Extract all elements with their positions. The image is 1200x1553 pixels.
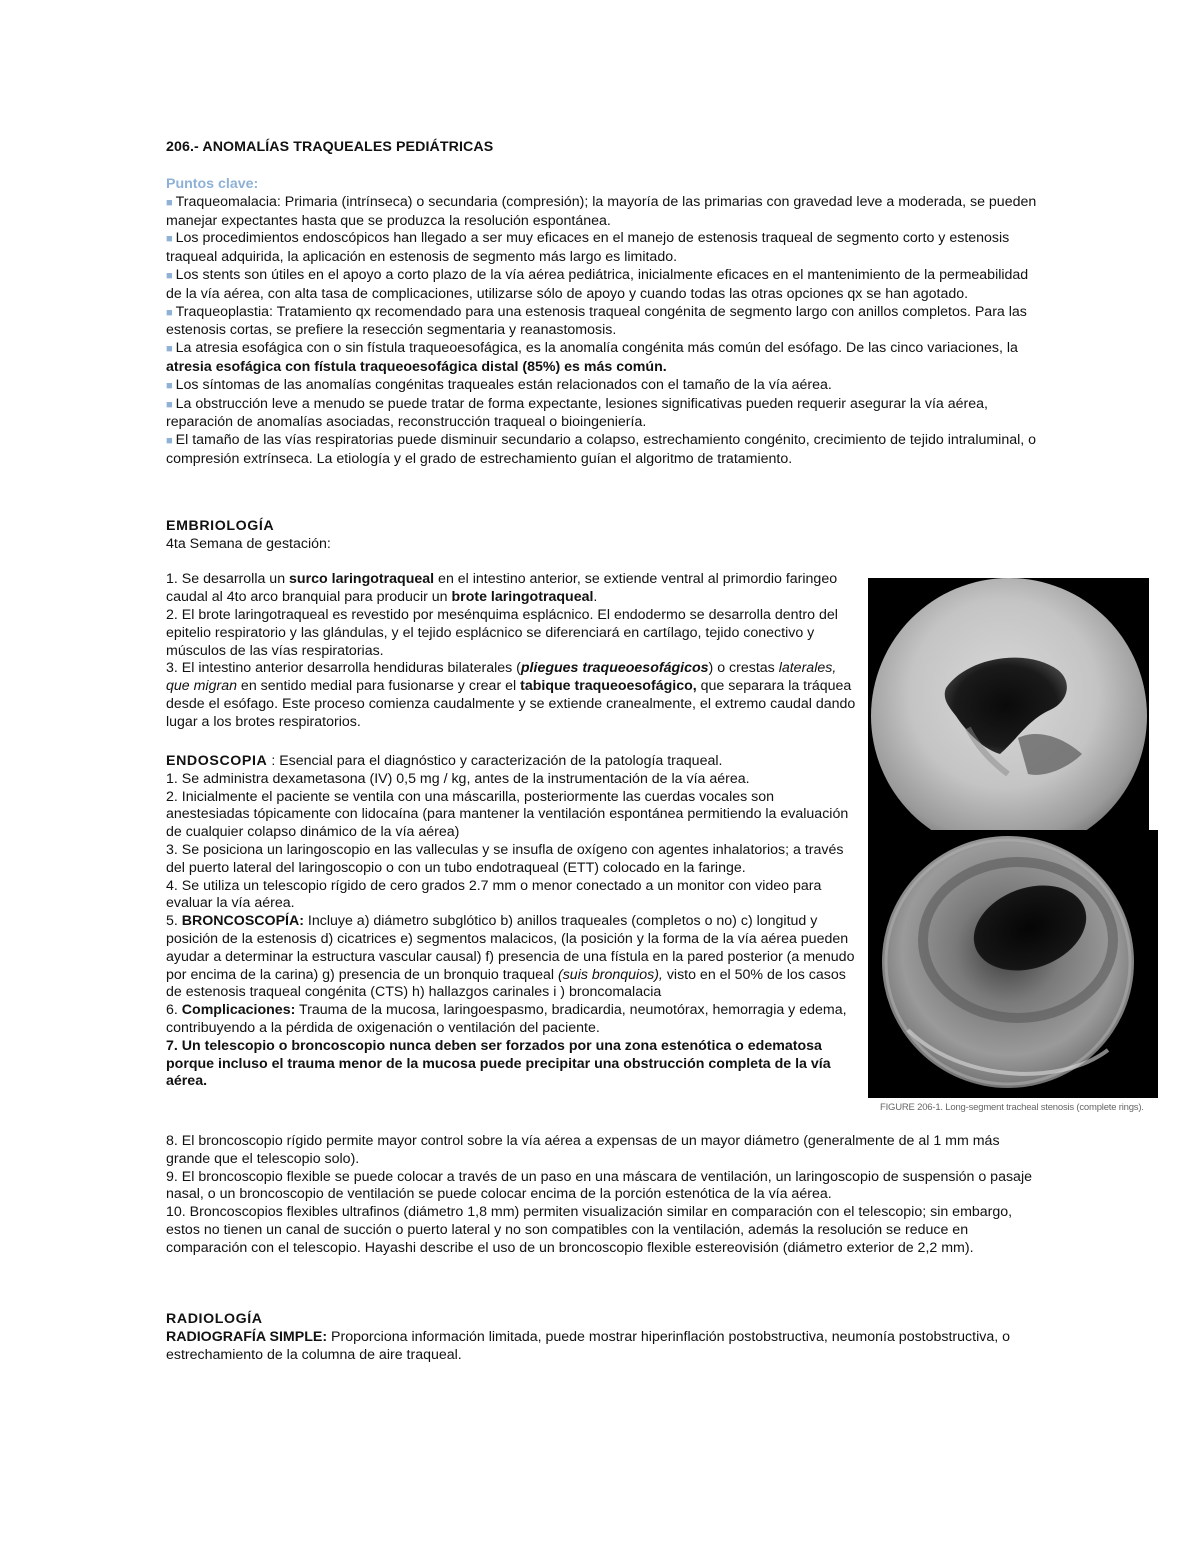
endoscopy-segment: 8. El broncoscopio rígido permite mayor control sobre la vía aérea a expensas de un mayor diámetro (generalmente de al 1 mm más grande que el telescopio solo). — [166, 1133, 1000, 1167]
square-bullet-icon: ■ — [166, 379, 173, 392]
key-point-segment: Los stents son útiles en el apoyo a corto plazo de la vía aérea pediátrica, inicialmente eficaces en el mantenimiento de la permeabilidad de la vía aérea, con alta tasa de complicaciones, utilizarse sólo de apoyo y cuando todas las otras opciones qx se han agotado. — [166, 266, 1029, 302]
key-point-segment: atresia esofágica con fístula traqueoesofágica distal (85%) es más común. — [166, 358, 667, 375]
key-point-item — [166, 396, 1046, 433]
embryology-list — [166, 571, 856, 731]
endoscopic-image-lower — [868, 830, 1158, 1098]
key-point-segment: Traqueoplastia: Tratamiento qx recomendado para una estenosis traqueal congénita de segmento largo con anillos completos. Para las estenosis cortas, se prefiere la resección segmentaria y reanastomosis. — [166, 303, 1027, 339]
square-bullet-icon: ■ — [166, 343, 173, 356]
square-bullet-icon: ■ — [166, 233, 173, 246]
endoscopy-item — [166, 771, 856, 789]
endoscopy-segment: 6. — [166, 1002, 182, 1019]
radiology-segment: Proporciona información limitada, puede mostrar hiperinflación postobstructiva, neumonía postobstructiva, o estrechamiento de la columna de aire traqueal. — [166, 1328, 1010, 1363]
embryology-segment: 1. Se desarrolla un — [166, 571, 290, 588]
embryology-item — [166, 607, 856, 660]
embryology-section — [166, 518, 856, 732]
embryology-heading: EMBRIOLOGÍA — [166, 518, 275, 534]
embryology-subtitle: 4ta Semana de gestación: — [166, 535, 331, 552]
key-point-segment: Los síntomas de las anomalías congénitas traqueales están relacionados con el tamaño de la vía aérea. — [175, 376, 832, 393]
endoscopy-segment: visto en el 50% de los casos de estenosis traqueal congénita (CTS) h) hallazgos carinales i ) broncomalacia — [166, 966, 846, 1001]
endoscopy-segment: 1. Se administra dexametasona (IV) 0,5 mg / kg, antes de la instrumentación de la vía aérea. — [166, 770, 750, 787]
endoscopy-segment: (suis bronquios), — [557, 966, 663, 983]
embryology-segment: surco laringotraqueal — [289, 571, 435, 588]
radiology-item — [166, 1329, 1046, 1365]
embryology-segment: 2. El brote laringotraqueal es revestido por mesénquima esplácnico. El endodermo se desarrolla dentro del epitelio respiratorio y las glándulas, y el tejido esplácnico se diferenciará en cartílago, tejido conectivo y músculos de las vías respiratorias. — [166, 606, 838, 659]
endoscopy-item — [166, 789, 856, 842]
endoscopy-segment: Trauma de la mucosa, laringoespasmo, bradicardia, neumotórax, hemorragia y edema, contribuyendo a la pérdida de oxigenación o ventilación del paciente. — [166, 1002, 847, 1036]
key-point-segment: El tamaño de las vías respiratorias puede disminuir secundario a colapso, estrechamiento congénito, crecimiento de tejido intraluminal, o compresión extrínseca. La etiología y el grado de estrechamiento guían el algoritmo de tratamiento. — [166, 432, 1037, 467]
endoscopy-continued — [166, 1133, 1046, 1258]
radiology-list — [166, 1329, 1046, 1365]
key-point-item — [166, 340, 1046, 377]
endoscopy-segment: 9. El broncoscopio flexible se puede colocar a través de un paso en una máscara de ventilación, un laringoscopio de suspensión o pasaje nasal, o un broncoscopio de ventilación se puede colocar encima de la porción estenótica de la vía aérea. — [166, 1168, 1032, 1203]
embryology-segment: pliegues traqueoesofágicos — [520, 660, 709, 677]
key-point-item — [166, 194, 1046, 231]
radiology-segment: RADIOGRAFÍA SIMPLE: — [166, 1328, 328, 1345]
endoscopy-segment: 4. Se utiliza un telescopio rígido de cero grados 2.7 mm o menor conectado a un monitor con video para evaluar la vía aérea. — [166, 877, 822, 912]
embryology-segment: . — [593, 589, 598, 606]
endoscopy-item — [166, 1038, 856, 1091]
endoscopy-item — [166, 1133, 1046, 1169]
endoscopy-heading: ENDOSCOPIA — [166, 753, 268, 769]
endoscopy-segment: Complicaciones: — [181, 1002, 296, 1019]
square-bullet-icon: ■ — [166, 269, 173, 282]
endoscopy-segment: 10. Broncoscopios flexibles ultrafinos (diámetro 1,8 mm) permiten visualización similar en comparación con el telescopio; sin embargo, estos no tienen un canal de succión o puerto lateral y no son compatibles con la ventilación, además la resolución se reduce en comparación con el telescopio. Hayashi describe el uso de un broncoscopio flexible estereovisión (diámetro exterior de 2,2 mm). — [166, 1204, 1013, 1256]
key-point-item — [166, 267, 1046, 304]
embryology-segment: laterales, que migran — [166, 660, 837, 695]
embryology-segment: brote laringotraqueal — [451, 589, 594, 606]
key-point-segment: La atresia esofágica con o sin fístula traqueoesofágica, es la anomalía congénita más común del esófago. De las cinco variaciones, la — [175, 340, 1018, 357]
key-point-segment: Traqueomalacia: Primaria (intrínseca) o secundaria (compresión); la mayoría de las primarias con gravedad leve a moderada, se pueden manejar expectantes hasta que se produzca la resolución espontánea. — [166, 193, 1037, 229]
key-point-item — [166, 230, 1046, 267]
endoscopy-section — [166, 753, 856, 1091]
figure-caption: FIGURE 206-1. Long-segment tracheal stenosis (complete rings). — [880, 1102, 1144, 1113]
endoscopy-segment: 5. — [166, 913, 182, 930]
endoscopy-list — [166, 771, 856, 1091]
endoscopic-image-upper — [868, 578, 1149, 830]
embryology-segment: que separara la tráquea desde el esófago. Este proceso comienza caudalmente y se extiende cranealmente, el extremo caudal dando lugar a los brotes respiratorios. — [166, 678, 856, 730]
endoscopy-list-continued — [166, 1133, 1046, 1258]
endoscopy-item — [166, 842, 856, 878]
key-points-list — [166, 194, 1046, 469]
key-points-label: Puntos clave: — [166, 176, 259, 192]
key-point-item — [166, 432, 1046, 469]
endoscopy-segment: 3. Se posiciona un laringoscopio en las valleculas y se insufla de oxígeno con agentes inhalatorios; a través del puerto lateral del laringoscopio o con un tubo endotraqueal (ETT) colocado en la faringe. — [166, 841, 844, 876]
endoscopy-item — [166, 878, 856, 914]
radiology-heading: RADIOLOGÍA — [166, 1311, 263, 1327]
square-bullet-icon: ■ — [166, 196, 173, 209]
endoscopy-item — [166, 1169, 1046, 1205]
square-bullet-icon: ■ — [166, 398, 173, 411]
endoscopy-segment: 7. Un telescopio o broncoscopio nunca deben ser forzados por una zona estenótica o edematosa porque incluso el trauma menor de la mucosa puede precipitar una obstrucción completa de la vía aérea. — [166, 1037, 831, 1090]
embryology-segment: tabique traqueoesofágico, — [520, 678, 697, 695]
endoscopy-segment: 2. Inicialmente el paciente se ventila con una máscarilla, posteriormente las cuerdas vocales son anestesiadas tópicamente con lidocaína (para mantener la ventilación espontánea permitiendo la evaluación de cualquier colapso dinámico de la vía aérea) — [166, 788, 849, 841]
embryology-segment: en el intestino anterior, se extiende ventral al primordio faringeo caudal al 4to arco branquial para producir un — [166, 571, 838, 606]
key-point-segment: La obstrucción leve a menudo se puede tratar de forma expectante, lesiones significativas pueden requerir asegurar la vía aérea, reparación de anomalías asociadas, reconstrucción traqueal o bioingeniería. — [166, 395, 988, 431]
key-point-segment: Los procedimientos endoscópicos han llegado a ser muy eficaces en el manejo de estenosis traqueal de segmento corto y estenosis traqueal adquirida, la aplicación en estenosis de segmento más largo es limitado. — [166, 230, 1010, 266]
square-bullet-icon: ■ — [166, 435, 173, 448]
key-point-item — [166, 304, 1046, 341]
embryology-item — [166, 571, 856, 607]
title-block — [166, 139, 1046, 157]
key-point-item — [166, 377, 1046, 396]
endoscopy-item — [166, 913, 856, 1002]
embryology-segment: ) o crestas — [708, 660, 779, 677]
embryology-segment: en sentido medial para fusionarse y crear el — [236, 678, 521, 695]
endoscopy-segment: BRONCOSCOPÍA: — [181, 913, 304, 930]
endoscopy-segment: Incluye a) diámetro subglótico b) anillos traqueales (completos o no) c) longitud y posición de la estenosis d) cicatrices e) segmentos malacicos, (la posición y la forma de la vía aérea pueden ayudar a determinar la estructura vascular causal) f) presencia de una fístula en la pared posterior (a menudo por encima de la carina) g) presencia de un bronquio traqueal — [166, 913, 855, 983]
embryology-item — [166, 660, 856, 731]
key-points-section — [166, 176, 1046, 469]
embryology-segment: 3. El intestino anterior desarrolla hendiduras bilaterales ( — [166, 660, 521, 677]
radiology-section — [166, 1311, 1046, 1364]
page-title: 206.- ANOMALÍAS TRAQUEALES PEDIÁTRICAS — [166, 139, 494, 155]
endoscopy-item — [166, 1204, 1046, 1257]
square-bullet-icon: ■ — [166, 306, 173, 319]
endoscopy-intro-line — [166, 753, 856, 771]
endoscopy-item — [166, 1002, 856, 1038]
endoscopy-intro: : Esencial para el diagnóstico y caracterización de la patología traqueal. — [267, 753, 723, 769]
